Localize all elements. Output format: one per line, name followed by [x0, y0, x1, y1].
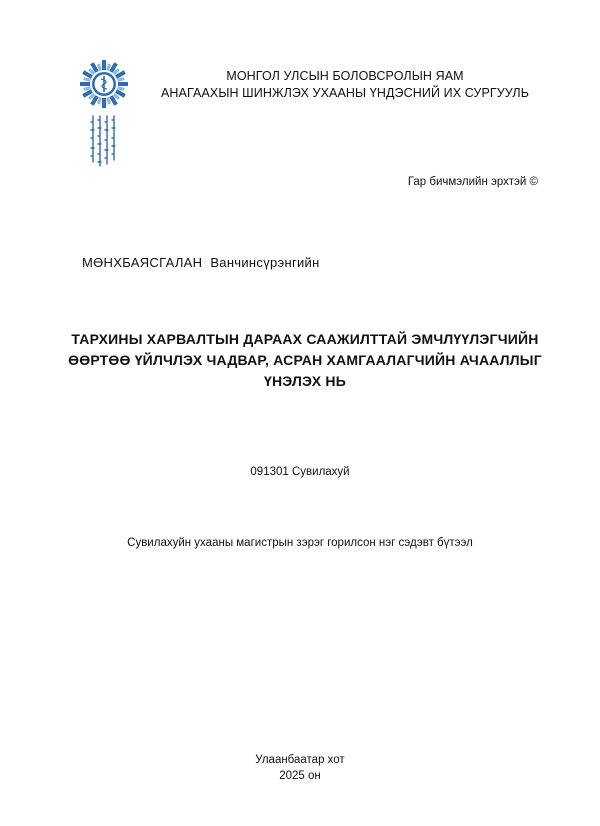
thesis-title-line: ҮНЭЛЭХ НЬ [264, 373, 346, 389]
institution-header [130, 68, 560, 102]
author-patronymic: Ванчинсүрэнгийн [210, 255, 320, 270]
manuscript-rights-note: Гар бичмэлийн эрхтэй © [407, 176, 538, 188]
thesis-title-line: ӨӨРТӨӨ ҮЙЛЧЛЭХ ЧАДВАР, АСРАН ХАМГААЛАГЧИЙН АЧААЛЛЫГ [68, 352, 542, 368]
mongolian-script-lettering [91, 116, 115, 166]
emblem-rays [80, 60, 128, 108]
author-name [82, 255, 320, 270]
author-surname: МӨНХБАЯСГАЛАН [82, 255, 203, 270]
university-logo [76, 58, 132, 170]
university-name: АНАГААХЫН ШИНЖЛЭХ УХААНЫ ҮНДЭСНИЙ ИХ СУРГУУЛЬ [160, 86, 530, 100]
city: Улаанбаатар хот [255, 754, 345, 766]
year: 2025 он [279, 770, 321, 782]
specialty-code: 091301 Сувилахуй [250, 466, 350, 478]
place-and-year [0, 752, 600, 784]
ministry-name: МОНГОЛ УЛСЫН БОЛОВСРОЛЫН ЯАМ [226, 69, 464, 83]
thesis-title [60, 329, 550, 392]
thesis-title-line: ТАРХИНЫ ХАРВАЛТЫН ДАРААХ СААЖИЛТТАЙ ЭМЧЛҮҮЛЭГЧИЙН [71, 331, 539, 347]
degree-statement: Сувилахуйн ухааны магистрын зэрэг горилсон нэг сэдэвт бүтээл [127, 537, 473, 549]
